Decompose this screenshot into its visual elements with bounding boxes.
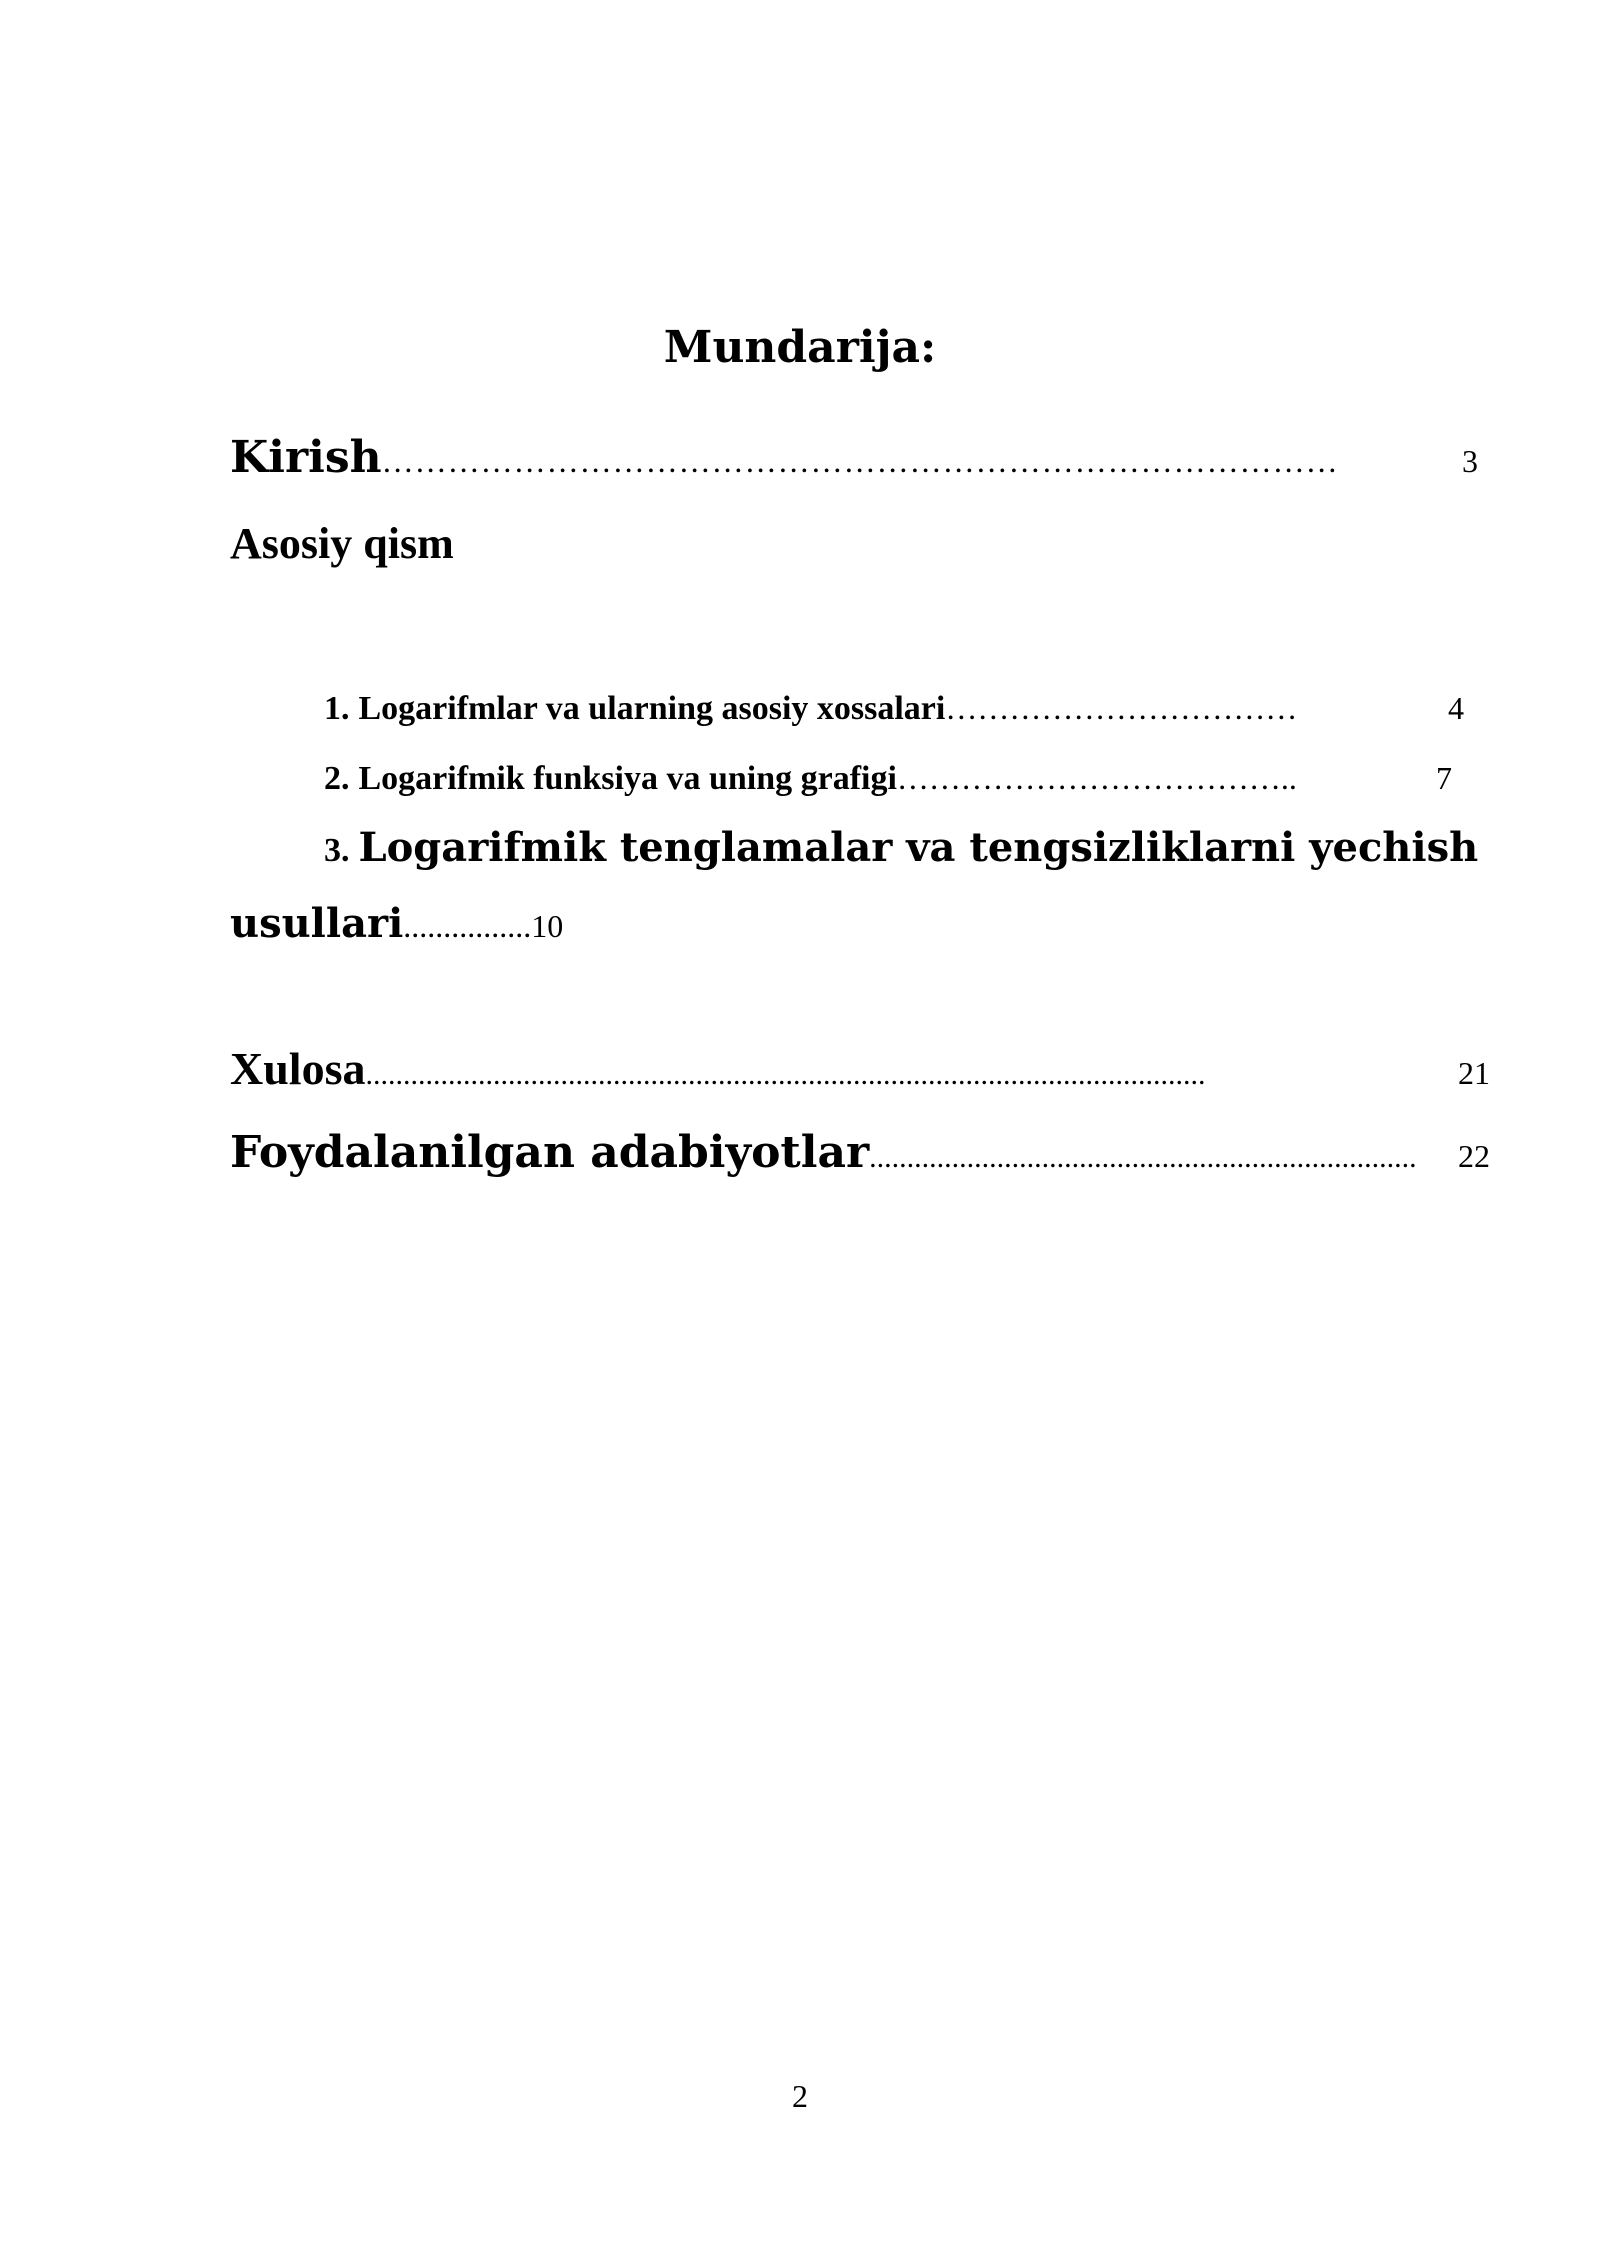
toc-section-number: 1. xyxy=(324,690,350,727)
toc-leader-dots: ……………………………….. xyxy=(896,760,1297,796)
toc-leader-dots: ................................................................................................................ xyxy=(365,1058,1206,1091)
toc-entry-label: Asosiy qism xyxy=(230,519,454,568)
toc-page-number: 10 xyxy=(531,908,564,944)
toc-leader-dots: ................ xyxy=(403,908,532,944)
toc-page-number: 4 xyxy=(1448,690,1464,726)
toc-title: Mundarija: xyxy=(663,322,937,373)
toc-entry-conclusion xyxy=(230,1038,1490,1106)
toc-entry-label: Kirish xyxy=(230,432,382,483)
toc-entry-label: Logarifmlar va ularning asosiy xossalari xyxy=(358,690,946,727)
toc-leader-dots: ......................................................................... xyxy=(869,1141,1417,1174)
toc-section-number: 3. xyxy=(324,832,350,869)
toc-entry-main-part xyxy=(230,514,454,574)
toc-page-number: 7 xyxy=(1436,760,1452,796)
toc-entry-section-3-line-2 xyxy=(230,896,563,954)
toc-section-number: 2. xyxy=(324,760,350,797)
toc-entry-section-1 xyxy=(324,686,1464,731)
toc-entry-intro xyxy=(230,428,1478,491)
toc-leader-dots: …………………………………………………………………………… xyxy=(381,443,1339,479)
toc-leader-dots: …………………………… xyxy=(945,690,1298,726)
toc-entry-label: Logarifmik funksiya va uning grafigi xyxy=(358,760,897,797)
toc-entry-label: usullari xyxy=(230,900,404,947)
toc-entry-references xyxy=(230,1122,1490,1189)
toc-entry-label: Logarifmik tenglamalar va tengsizliklarni yechish xyxy=(358,824,1479,871)
toc-page-number: 22 xyxy=(1458,1138,1490,1174)
toc-page-number: 3 xyxy=(1462,443,1478,479)
toc-entry-section-2 xyxy=(324,756,1452,801)
page-number: 2 xyxy=(792,2078,808,2114)
toc-entry-label: Xulosa xyxy=(230,1043,366,1094)
toc-entry-label: Foydalanilgan adabiyotlar xyxy=(230,1127,870,1178)
toc-entry-section-3-line-1 xyxy=(324,820,1478,879)
toc-page-number: 21 xyxy=(1458,1055,1490,1091)
